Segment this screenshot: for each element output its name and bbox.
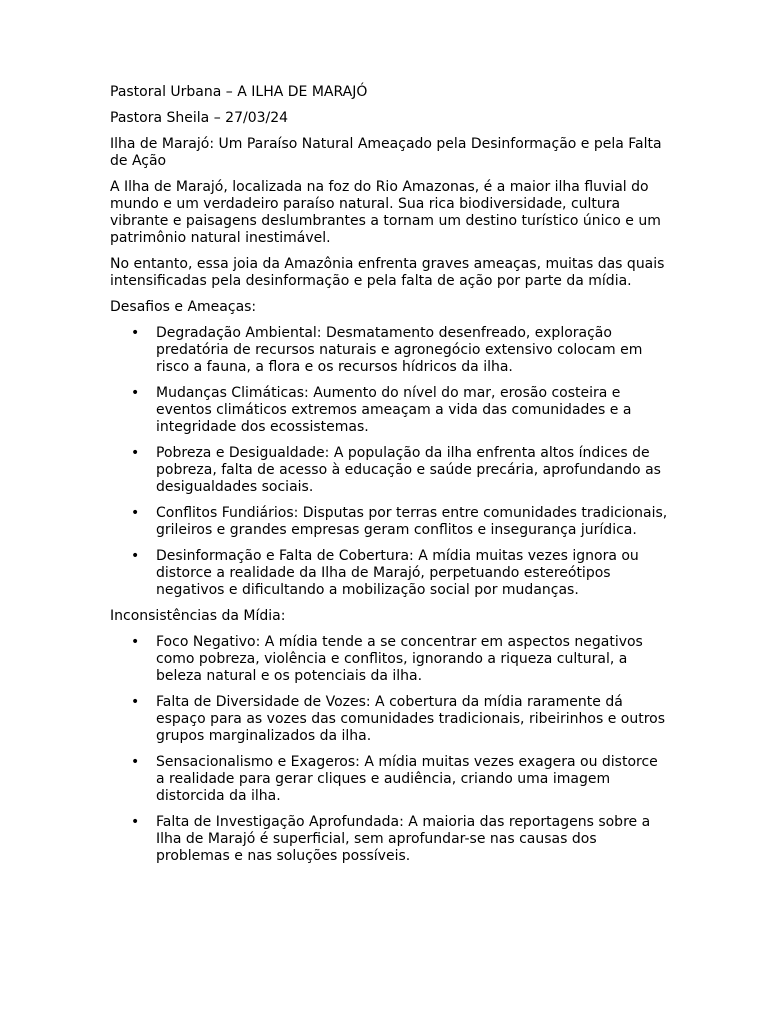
list-item (110, 694, 670, 745)
list-item-text: Falta de Investigação Aprofundada: A maioria das reportagens sobre a Ilha de Marajó é superficial, sem aprofundar-se nas causas dos problemas e nas soluções possíveis. (156, 814, 651, 864)
bullet-icon: • (131, 694, 140, 710)
list-item (110, 445, 670, 496)
document-title: Ilha de Marajó: Um Paraíso Natural Ameaçado pela Desinformação e pela Falta de Ação (110, 136, 662, 169)
bullet-icon: • (131, 814, 140, 830)
author-line: Pastora Sheila – 27/03/24 (110, 110, 289, 126)
bullet-icon: • (131, 754, 140, 770)
bullet-icon: • (131, 445, 140, 461)
section-heading-media: Inconsistências da Mídia: (110, 608, 286, 624)
bullet-icon: • (131, 505, 140, 521)
list-item (110, 814, 670, 865)
header-line: Pastoral Urbana – A ILHA DE MARAJÓ (110, 84, 368, 100)
list-item (110, 505, 670, 539)
list-item-text: Sensacionalismo e Exageros: A mídia muitas vezes exagera ou distorce a realidade para gerar cliques e audiência, criando uma imagem distorcida da ilha. (156, 754, 658, 804)
context-paragraph: No entanto, essa joia da Amazônia enfrenta graves ameaças, muitas das quais intensificadas pela desinformação e pela falta de ação por parte da mídia. (110, 256, 665, 289)
bullet-list-media (110, 634, 670, 865)
list-item (110, 548, 670, 599)
list-item (110, 325, 670, 376)
bullet-icon: • (131, 548, 140, 564)
intro-paragraph: A Ilha de Marajó, localizada na foz do Rio Amazonas, é a maior ilha fluvial do mundo e um verdadeiro paraíso natural. Sua rica biodiversidade, cultura vibrante e paisagens deslumbrantes a tornam um destino turístico único e um patrimônio natural inestimável. (110, 179, 661, 246)
document-page (110, 84, 670, 874)
list-item-text: Falta de Diversidade de Vozes: A cobertura da mídia raramente dá espaço para as vozes das comunidades tradicionais, ribeirinhos e outros grupos marginalizados da ilha. (156, 694, 665, 744)
list-item-text: Degradação Ambiental: Desmatamento desenfreado, exploração predatória de recursos naturais e agronegócio extensivo colocam em risco a fauna, a flora e os recursos hídricos da ilha. (156, 325, 643, 375)
bullet-icon: • (131, 325, 140, 341)
list-item-text: Conflitos Fundiários: Disputas por terras entre comunidades tradicionais, grileiros e grandes empresas geram conflitos e insegurança jurídica. (156, 505, 668, 538)
list-item-text: Pobreza e Desigualdade: A população da ilha enfrenta altos índices de pobreza, falta de acesso à educação e saúde precária, aprofundando as desigualdades sociais. (156, 445, 661, 495)
list-item (110, 754, 670, 805)
section-heading-challenges: Desafios e Ameaças: (110, 299, 257, 315)
list-item-text: Mudanças Climáticas: Aumento do nível do mar, erosão costeira e eventos climáticos extremos ameaçam a vida das comunidades e a integridade dos ecossistemas. (156, 385, 632, 435)
list-item (110, 634, 670, 685)
list-item-text: Desinformação e Falta de Cobertura: A mídia muitas vezes ignora ou distorce a realidade da Ilha de Marajó, perpetuando estereótipos negativos e dificultando a mobilização social por mudanças. (156, 548, 639, 598)
bullet-icon: • (131, 385, 140, 401)
list-item (110, 385, 670, 436)
bullet-icon: • (131, 634, 140, 650)
list-item-text: Foco Negativo: A mídia tende a se concentrar em aspectos negativos como pobreza, violência e conflitos, ignorando a riqueza cultural, a beleza natural e os potenciais da ilha. (156, 634, 643, 684)
bullet-list-challenges (110, 325, 670, 599)
